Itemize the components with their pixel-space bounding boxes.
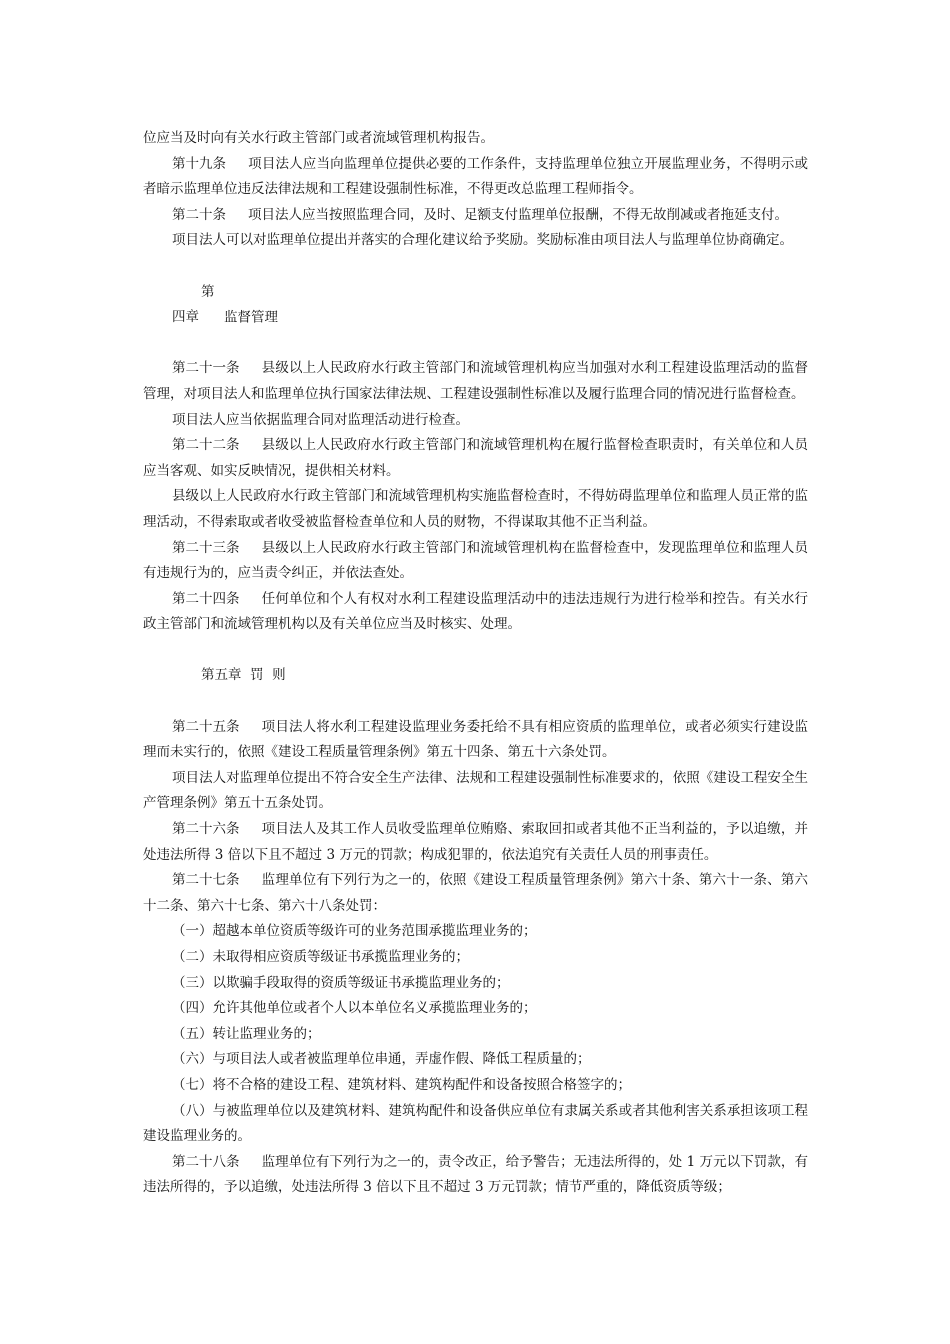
article-text: 任何单位和个人有权对水利工程建设监理活动中的违法违规行为进行检举和控告。有关水行政主管部门和流域管理机构以及有关单位应当及时核实、处理。: [143, 590, 808, 633]
chapter-heading: [143, 663, 808, 689]
body-paragraph: 县级以上人民政府水行政主管部门和流域管理机构实施监督检查时，不得妨碍监理单位和监理人员正常的监理活动，不得索取或者收受被监督检查单位和人员的财物，不得谋取其他不正当利益。: [143, 488, 808, 530]
article-text: 项目法人及其工作人员收受监理单位贿赂、索取回扣或者其他不正当利益的，予以追缴，并处违法所得 3 倍以下且不超过 3 万元的罚款；构成犯罪的，依法追究有关责任人员的刑事责任。: [143, 821, 808, 863]
body-paragraph: 项目法人可以对监理单位提出并落实的合理化建议给予奖励。奖励标准由项目法人与监理单位协商确定。: [172, 232, 793, 249]
article-number: 第二十三条: [172, 539, 240, 556]
article-paragraph: [143, 715, 808, 766]
article-text: 项目法人应当向监理单位提供必要的工作条件，支持监理单位独立开展监理业务，不得明示或者暗示监理单位违反法律法规和工程建设强制性标准，不得更改总监理工程师指令。: [143, 155, 808, 198]
article-paragraph: [143, 587, 808, 638]
article-text: 项目法人将水利工程建设监理业务委托给不具有相应资质的监理单位，或者必须实行建设监理而未实行的，依照《建设工程质量管理条例》第五十四条、第五十六条处罚。: [143, 718, 808, 761]
body-paragraph: （八）与被监理单位以及建筑材料、建筑构配件和设备供应单位有隶属关系或者其他利害关系承担该项工程建设监理业务的。: [143, 1102, 808, 1145]
article-text: 县级以上人民政府水行政主管部门和流域管理机构应当加强对水利工程建设监理活动的监督管理，对项目法人和监理单位执行国家法律法规、工程建设强制性标准以及履行监理合同的情况进行监督检查。: [143, 360, 808, 402]
body-paragraph: （五）转让监理业务的；: [172, 1025, 321, 1042]
body-paragraph: 项目法人对监理单位提出不符合安全生产法律、法规和工程建设强制性标准要求的，依照《建设工程安全生产管理条例》第五十五条处罚。: [143, 769, 808, 812]
article-text: 监理单位有下列行为之一的，责令改正，给予警告；无违法所得的，处 1 万元以下罚款，有违法所得的，予以追缴，处违法所得 3 倍以下且不超过 3 万元罚款；情节严重的，降低资质等级；: [143, 1153, 808, 1196]
body-paragraph: （七）将不合格的建设工程、建筑材料、建筑构配件和设备按照合格签字的；: [172, 1076, 631, 1093]
article-text: 项目法人应当按照监理合同，及时、足额支付监理单位报酬，不得无故削减或者拖延支付。: [248, 206, 788, 223]
body-paragraph: （一）超越本单位资质等级许可的业务范围承揽监理业务的；: [172, 923, 537, 940]
body-paragraph: 位应当及时向有关水行政主管部门或者流域管理机构报告。: [143, 130, 494, 146]
body-paragraph: （六）与项目法人或者被监理单位串通，弄虚作假、降低工程质量的；: [172, 1051, 591, 1068]
article-text: 县级以上人民政府水行政主管部门和流域管理机构在监督检查中，发现监理单位和监理人员有违规行为的，应当责令纠正，并依法查处。: [143, 539, 808, 582]
chapter-heading: [143, 280, 808, 331]
document-body: [143, 126, 808, 1201]
body-paragraph: （二）未取得相应资质等级证书承揽监理业务的；: [172, 949, 469, 965]
body-paragraph: （三）以欺骗手段取得的资质等级证书承揽监理业务的；: [172, 974, 510, 991]
chapter-number: 第五章: [201, 667, 242, 684]
body-paragraph: （四）允许其他单位或者个人以本单位名义承揽监理业务的；: [172, 1000, 537, 1017]
article-number: 第二十七条: [172, 872, 240, 889]
article-number: 第二十一条: [172, 360, 240, 377]
article-number: 第十九条: [172, 155, 226, 172]
body-paragraph: 项目法人应当依据监理合同对监理活动进行检查。: [172, 411, 469, 428]
chapter-title: 监督管理: [224, 309, 278, 326]
article-paragraph: [143, 203, 808, 229]
article-paragraph: [143, 817, 808, 868]
article-number: 第二十四条: [172, 590, 240, 607]
article-paragraph: [143, 1150, 808, 1201]
article-paragraph: [143, 152, 808, 203]
article-number: 第二十五条: [172, 718, 240, 735]
article-number: 第二十八条: [172, 1153, 240, 1170]
article-text: 县级以上人民政府水行政主管部门和流域管理机构在履行监督检查职责时，有关单位和人员应当客观、如实反映情况，提供相关材料。: [143, 437, 808, 479]
article-paragraph: [143, 536, 808, 587]
article-text: 监理单位有下列行为之一的，依照《建设工程质量管理条例》第六十条、第六十一条、第六十二条、第六十七条、第六十八条处罚：: [143, 872, 808, 914]
article-paragraph: [143, 356, 808, 407]
chapter-number: 第四章: [172, 283, 215, 326]
article-number: 第二十六条: [172, 821, 240, 838]
chapter-title: 罚 则: [250, 667, 286, 684]
article-paragraph: [143, 433, 808, 484]
article-paragraph: [143, 868, 808, 919]
article-number: 第二十二条: [172, 437, 240, 454]
article-number: 第二十条: [172, 206, 226, 223]
